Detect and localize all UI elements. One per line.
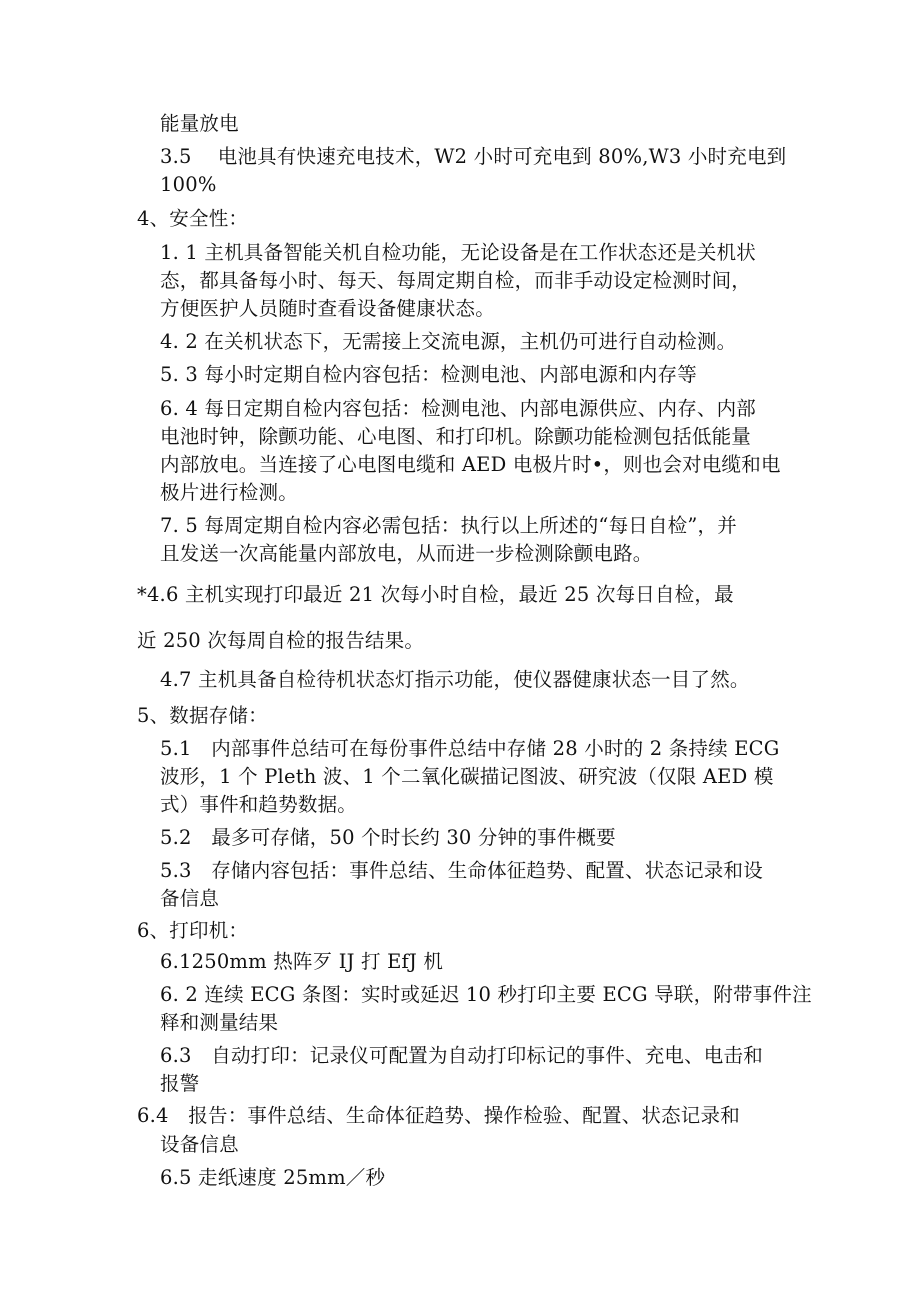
text-line: 方便医护人员随时查看设备健康状态。 <box>160 297 495 320</box>
text-line: 6.3 自动打印：记录仪可配置为自动打印标记的事件、充电、电击和 <box>160 1044 763 1067</box>
text-line: 备信息 <box>160 887 220 910</box>
text-line: 态，都具备每小时、每天、每周定期自检，而非手动设定检测时间， <box>160 269 752 292</box>
text-line: 近 250 次每周自检的报告结果。 <box>137 629 425 652</box>
text-line: 且发送一次高能量内部放电，从而进一步检测除颤电路。 <box>160 542 653 565</box>
text-line: 释和测量结果 <box>160 1011 279 1034</box>
text-line: 7. 5 每周定期自检内容必需包括：执行以上所述的“每日自检”，并 <box>160 514 737 537</box>
section-heading: 5、数据存储： <box>137 704 268 727</box>
text-line: *4.6 主机实现打印最近 21 次每小时自检，最近 25 次每日自检，最 <box>137 583 734 606</box>
text-line: 6. 2 连续 ECG 条图：实时或延迟 10 秒打印主要 ECG 导联，附带事件注 <box>160 983 812 1006</box>
text-line: 4. 2 在关机状态下，无需接上交流电源，主机仍可进行自动检测。 <box>160 330 737 353</box>
section-heading: 6、打印机： <box>137 919 249 942</box>
text-line: 6.1250mm 热阵歹 IJ 打 EfJ 机 <box>160 950 444 973</box>
text-line: 1. 1 主机具备智能关机自检功能，无论设备是在工作状态还是关机状 <box>160 241 757 264</box>
text-line: 5.2 最多可存储，50 个时长约 30 分钟的事件概要 <box>160 826 616 849</box>
text-line: 设备信息 <box>160 1133 239 1156</box>
text-line: 报警 <box>160 1072 200 1095</box>
text-line: 极片进行检测。 <box>160 481 298 504</box>
text-line: 4.7 主机具备自检待机状态灯指示功能，使仪器健康状态一目了然。 <box>160 668 750 691</box>
section-heading: 4、安全性： <box>137 207 249 230</box>
text-line: 5.3 存储内容包括：事件总结、生命体征趋势、配置、状态记录和设 <box>160 859 763 882</box>
text-line: 3.5 电池具有快速充电技术，W2 小时可充电到 80%,W3 小时充电到 <box>160 145 787 168</box>
text-line: 100% <box>160 173 217 196</box>
text-line: 6. 4 每日定期自检内容包括：检测电池、内部电源供应、内存、内部 <box>160 397 757 420</box>
text-line: 波形，1 个 Pleth 波、1 个二氧化碳描记图波、研究波（仅限 AED 模 <box>160 765 774 788</box>
text-line: 能量放电 <box>160 112 239 135</box>
text-line: 5.1 内部事件总结可在每份事件总结中存储 28 小时的 2 条持续 ECG <box>160 737 780 760</box>
text-line: 电池时钟，除颤功能、心电图、和打印机。除颤功能检测包括低能量 <box>160 425 752 448</box>
text-line: 5. 3 每小时定期自检内容包括：检测电池、内部电源和内存等 <box>160 363 697 386</box>
text-line: 6.4 报告：事件总结、生命体征趋势、操作检验、配置、状态记录和 <box>137 1104 740 1127</box>
text-line: 6.5 走纸速度 25mm／秒 <box>160 1166 386 1189</box>
text-line: 式）事件和趋势数据。 <box>160 793 358 816</box>
text-line: 内部放电。当连接了心电图电缆和 AED 电极片时•，则也会对电缆和电 <box>160 453 781 476</box>
